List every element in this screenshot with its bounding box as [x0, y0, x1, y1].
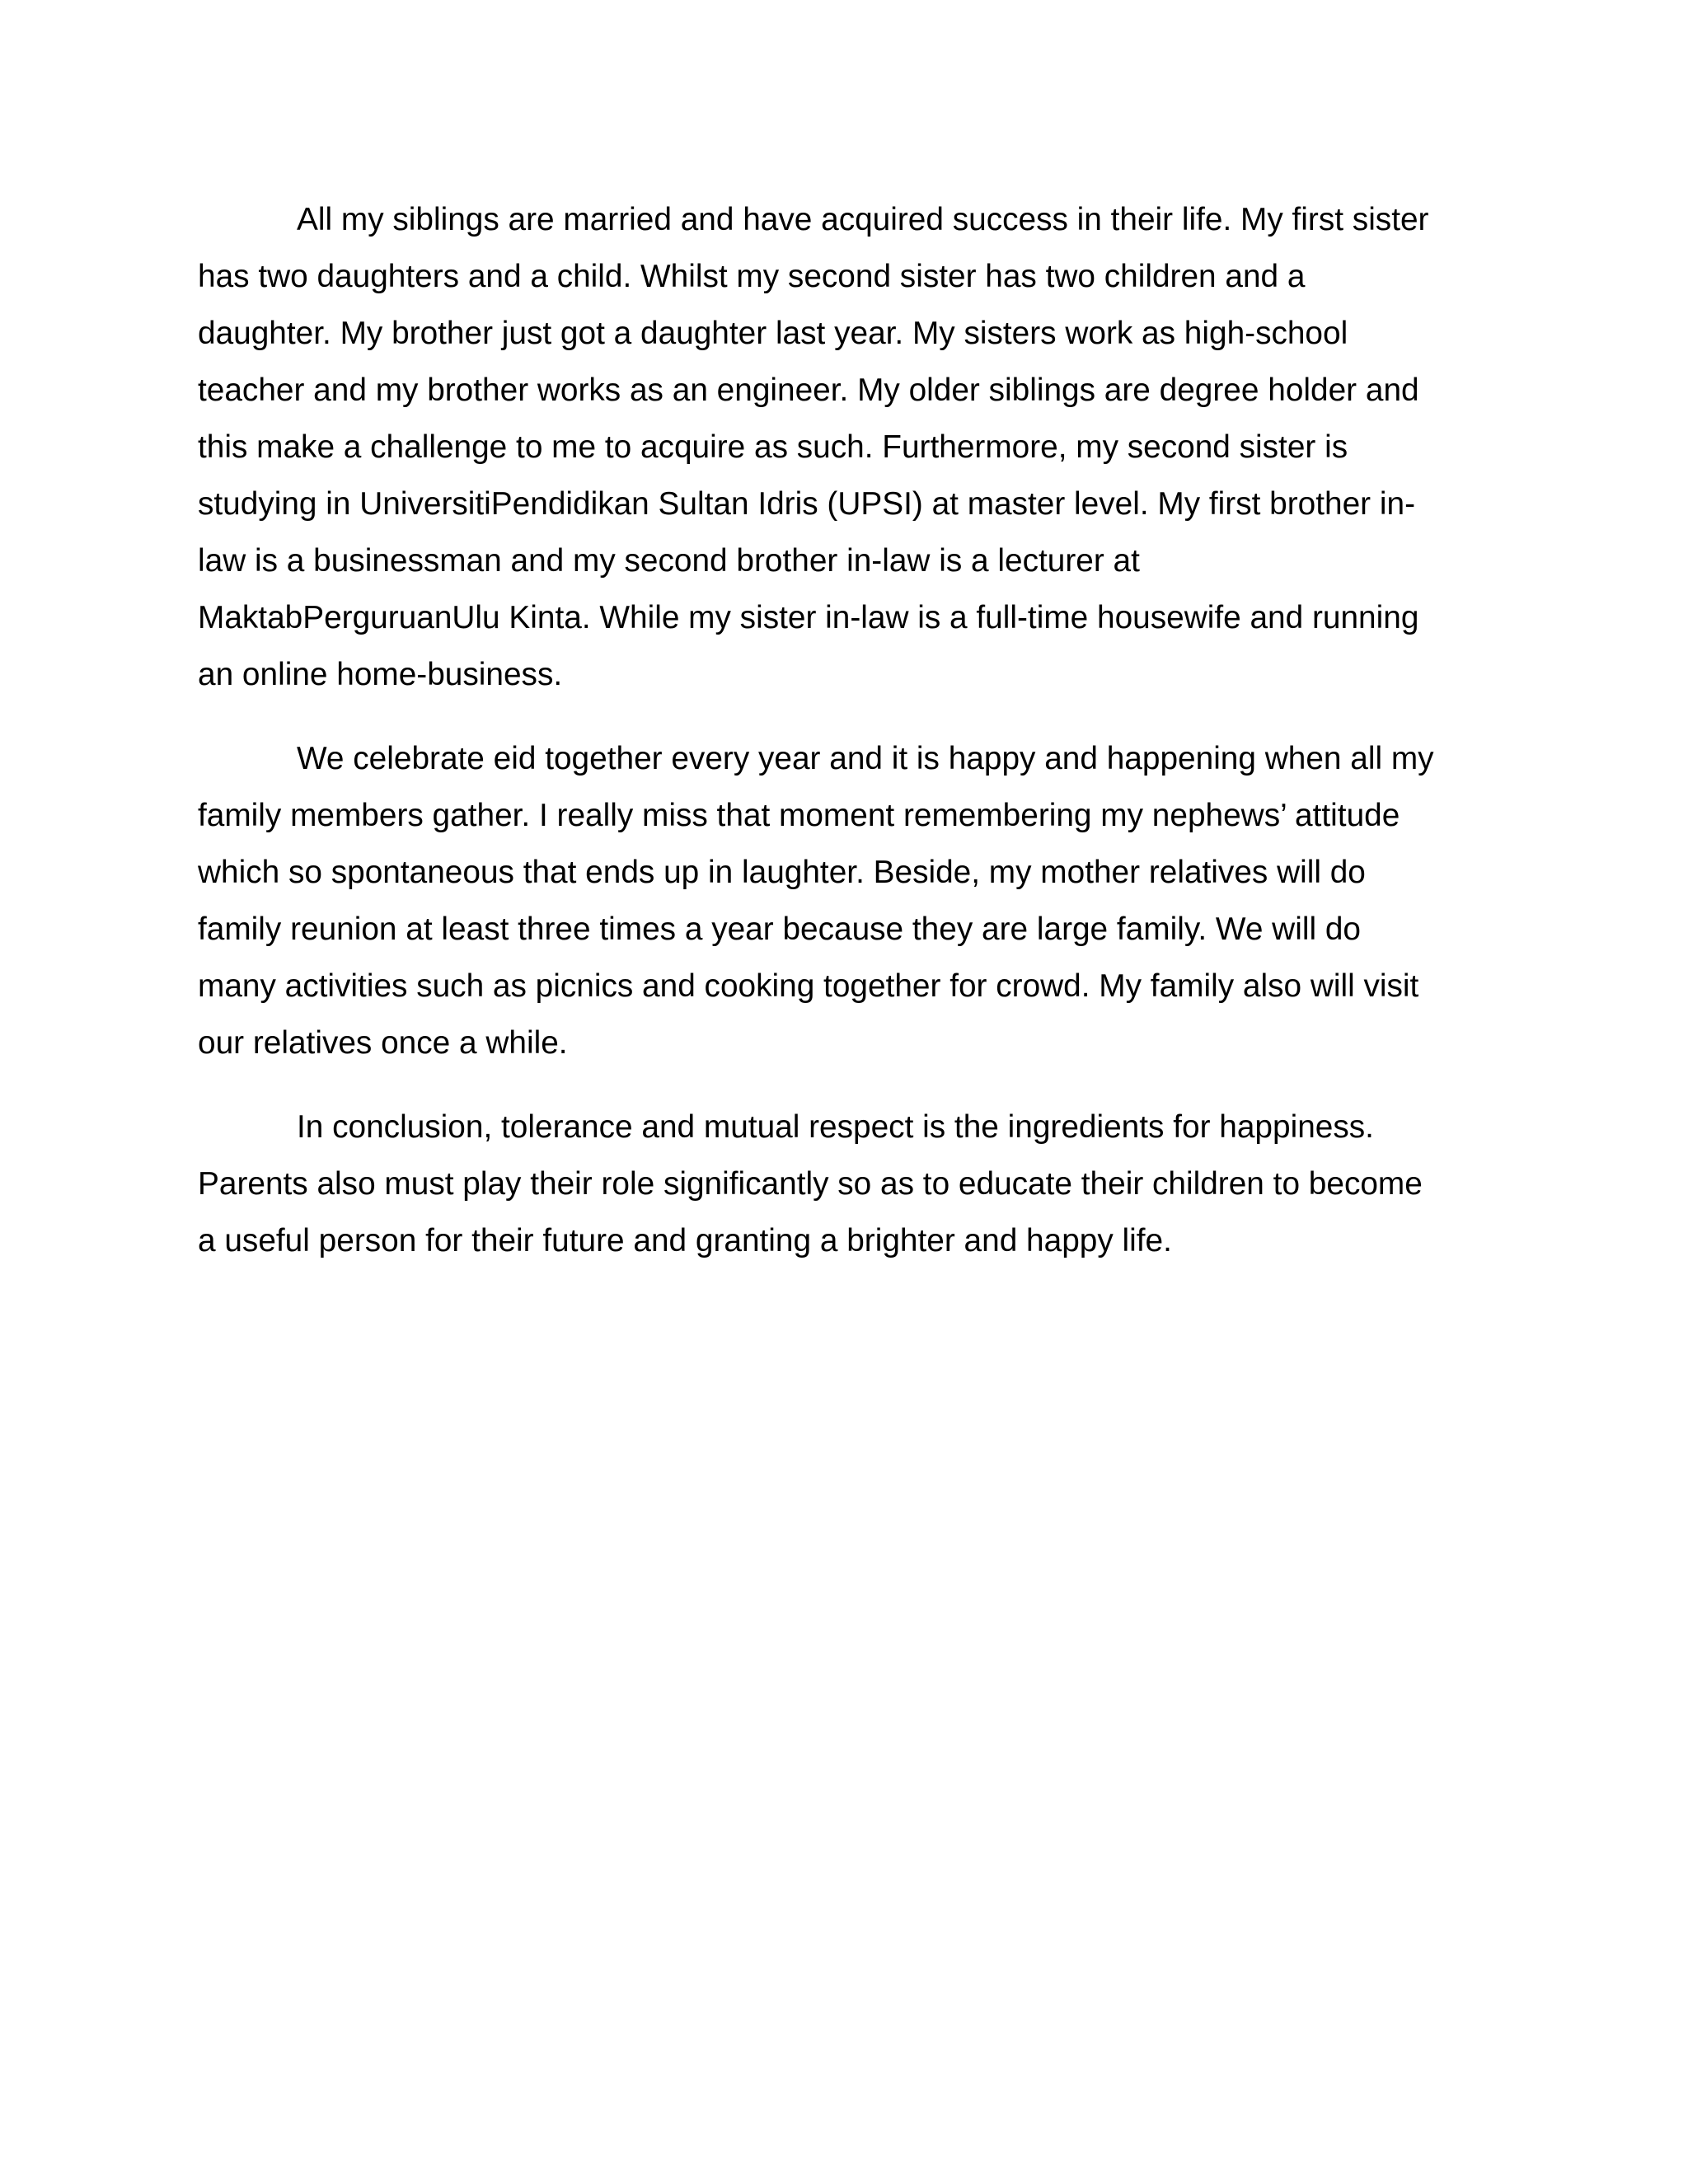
paragraph-celebrations [198, 730, 1471, 1071]
document-body [198, 191, 1471, 1296]
text-line: many activities such as picnics and cooking together for crowd. My family also will visit [198, 968, 1419, 1004]
text-line: which so spontaneous that ends up in laughter. Beside, my mother relatives will do [198, 855, 1366, 890]
paragraph-conclusion [198, 1099, 1471, 1269]
text-line: We celebrate eid together every year and it is happy and happening when all my [297, 741, 1434, 776]
text-line: Parents also must play their role significantly so as to educate their children to become [198, 1166, 1423, 1202]
text-line: daughter. My brother just got a daughter last year. My sisters work as high-school [198, 316, 1348, 351]
text-line: law is a businessman and my second brother in-law is a lecturer at [198, 543, 1140, 579]
text-line: family reunion at least three times a year because they are large family. We will do [198, 912, 1361, 947]
text-line: teacher and my brother works as an engineer. My older siblings are degree holder and [198, 373, 1419, 408]
text-line: this make a challenge to me to acquire as such. Furthermore, my second sister is [198, 429, 1348, 465]
text-line: an online home-business. [198, 657, 563, 692]
text-line: has two daughters and a child. Whilst my second sister has two children and a [198, 259, 1306, 294]
text-line: a useful person for their future and granting a brighter and happy life. [198, 1223, 1172, 1258]
text-line: MaktabPerguruanUlu Kinta. While my sister in-law is a full-time housewife and running [198, 600, 1419, 635]
text-line: All my siblings are married and have acquired success in their life. My first sister [297, 202, 1429, 237]
text-line: In conclusion, tolerance and mutual respect is the ingredients for happiness. [297, 1109, 1374, 1145]
paragraph-siblings [198, 191, 1471, 703]
text-line: studying in UniversitiPendidikan Sultan Idris (UPSI) at master level. My first brother in- [198, 486, 1415, 522]
text-line: family members gather. I really miss that moment remembering my nephews’ attitude [198, 798, 1400, 833]
text-line: our relatives once a while. [198, 1025, 568, 1061]
